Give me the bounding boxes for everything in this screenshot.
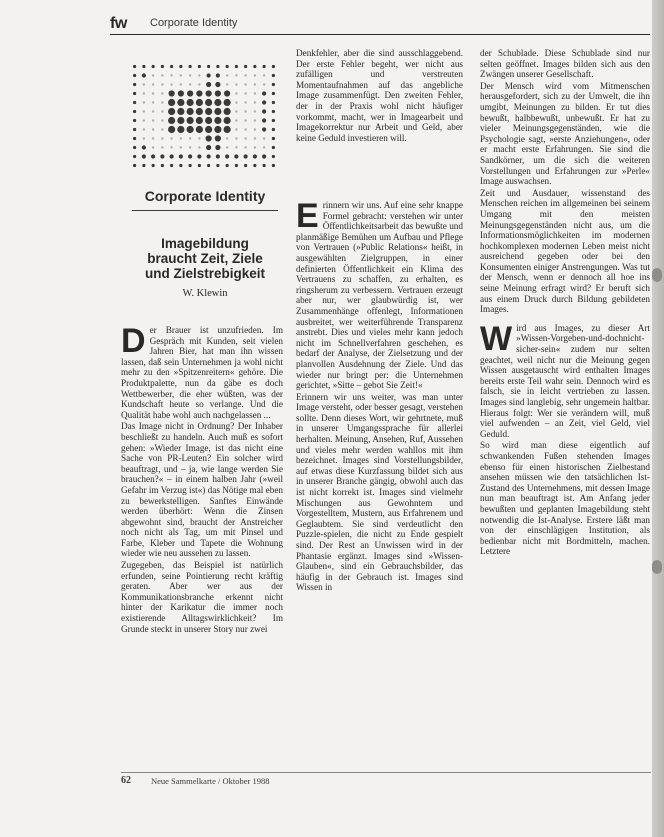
halftone-dot xyxy=(180,83,182,85)
halftone-dot xyxy=(142,154,146,158)
halftone-dot xyxy=(272,128,275,131)
halftone-dot xyxy=(244,164,247,167)
halftone-dot xyxy=(152,92,154,94)
halftone-dot xyxy=(262,109,266,113)
halftone-dot xyxy=(263,164,266,167)
halftone-dot xyxy=(235,83,237,85)
halftone-dot xyxy=(263,137,265,139)
halftone-dot xyxy=(254,146,256,148)
halftone-dot xyxy=(207,73,211,77)
page-number: 62 xyxy=(121,775,131,786)
halftone-dot xyxy=(152,65,155,68)
halftone-dot xyxy=(205,99,212,106)
page-edge xyxy=(652,0,664,837)
halftone-dot xyxy=(216,164,219,167)
halftone-dot xyxy=(272,155,275,158)
halftone-dot xyxy=(189,65,192,68)
halftone-dot xyxy=(272,119,275,122)
ci-dot-logo xyxy=(130,62,278,170)
halftone-dot xyxy=(187,126,194,133)
halftone-dot xyxy=(206,135,212,141)
halftone-dot xyxy=(215,145,220,150)
halftone-dot xyxy=(197,154,201,158)
halftone-dot xyxy=(244,110,246,112)
halftone-dot xyxy=(143,110,145,112)
halftone-dot xyxy=(177,117,184,124)
halftone-dot xyxy=(180,137,182,139)
halftone-dot xyxy=(244,154,248,158)
halftone-dot xyxy=(244,101,246,103)
halftone-dot xyxy=(169,90,175,96)
halftone-dot xyxy=(206,145,211,150)
halftone-dot xyxy=(196,126,203,133)
halftone-dot xyxy=(160,154,164,158)
halftone-dot xyxy=(224,126,231,133)
halftone-dot xyxy=(133,92,136,95)
halftone-dot xyxy=(170,146,172,148)
halftone-dot xyxy=(254,137,256,139)
halftone-dot xyxy=(198,146,200,148)
halftone-dot xyxy=(244,74,246,76)
halftone-dot xyxy=(254,74,256,76)
halftone-dot xyxy=(206,90,212,96)
halftone-dot xyxy=(187,90,193,96)
halftone-dot xyxy=(168,117,175,124)
halftone-dot xyxy=(196,117,203,124)
text-column-1 xyxy=(121,325,283,765)
halftone-dot xyxy=(161,74,163,76)
halftone-dot xyxy=(235,146,237,148)
halftone-dot xyxy=(272,137,275,140)
text-column-3 xyxy=(480,48,650,766)
halftone-dot xyxy=(189,137,191,139)
halftone-dot xyxy=(206,82,211,87)
halftone-dot xyxy=(187,99,194,106)
halftone-dot xyxy=(196,99,203,106)
headline-line-3: und Zielstrebigkeit xyxy=(144,266,266,281)
halftone-dot xyxy=(133,101,136,104)
halftone-dot xyxy=(142,145,146,149)
halftone-dot xyxy=(133,164,136,167)
halftone-dot xyxy=(152,128,154,130)
halftone-dot xyxy=(214,99,221,106)
halftone-dot xyxy=(244,65,247,68)
halftone-dot xyxy=(262,127,266,131)
halftone-dot xyxy=(215,135,221,141)
article-kicker: Corporate Identity xyxy=(132,188,278,211)
halftone-dot xyxy=(133,83,136,86)
halftone-dot xyxy=(263,83,265,85)
halftone-dot xyxy=(133,155,136,158)
halftone-dot xyxy=(143,137,145,139)
halftone-dot xyxy=(214,126,221,133)
halftone-dot xyxy=(235,74,237,76)
halftone-dot xyxy=(161,65,164,68)
halftone-dot xyxy=(205,108,212,115)
halftone-dot xyxy=(161,128,163,130)
article-author: W. Klewin xyxy=(182,288,228,299)
halftone-dot xyxy=(207,65,210,68)
halftone-dot xyxy=(235,137,237,139)
halftone-dot xyxy=(235,65,238,68)
halftone-dot xyxy=(207,154,211,158)
halftone-dot xyxy=(180,146,182,148)
halftone-dot xyxy=(143,128,145,130)
halftone-dot xyxy=(254,119,256,121)
paragraph: So wird man diese eigentlich auf schwankenden Fußen stehenden Images ebenso für einen historischen Zielbestand ansehen müssen wie den tatsächlichen Ist-Zustand des Unternehmens, mit dessen Image nun man beauftragt ist. Am Anfang jeder bewußten und geplanten Imagebildung steht notwendig die Ist-Analyse. Erstere läßt man von der einschlägigen Institution, als bedienbar nicht mit Bordmitteln, machen. Letztere xyxy=(480,440,650,557)
halftone-dot xyxy=(216,73,220,77)
halftone-dot xyxy=(143,119,145,121)
paragraph: der Schublade. Diese Schublade sind nur selten geöffnet. Images bilden sich aus den Zwängen unserer Gesellschaft. xyxy=(480,48,650,80)
halftone-dot xyxy=(224,90,230,96)
ci-dot-graphic xyxy=(130,62,278,170)
halftone-dot xyxy=(235,110,237,112)
halftone-dot xyxy=(161,83,163,85)
halftone-dot xyxy=(142,65,145,68)
halftone-dot xyxy=(226,65,229,68)
halftone-dot xyxy=(215,90,221,96)
article-headline xyxy=(132,236,278,281)
halftone-dot xyxy=(168,108,175,115)
halftone-dot xyxy=(177,126,184,133)
halftone-dot xyxy=(215,82,220,87)
halftone-dot xyxy=(272,146,275,149)
paragraph: Zeit und Ausdauer, wissenstand des Menschen reichen im allgemeinen bei seinem Umgang mit den meisten Meinungsgegenständen nicht aus, um die Informationsmöglichkeiten im modernen hochkomplexen modernen Leben meist nicht ausreichend gegeben oder bei den Konsumenten einiger Anstrengungen. Was tut der Mensch, wenn er dennoch all hoe ins seine Meinung erfragt wird? Er beruft sich aus einem Druck durch Bildung gebildeten Images. xyxy=(480,187,650,315)
halftone-dot xyxy=(205,117,212,124)
halftone-dot xyxy=(151,154,155,158)
paragraph: Erinnern wir uns weiter, was man unter Image versteht, oder besser gesagt, verstehen sollte. Denn dieses Wort, wir gehrtnete, muß in unserer Umgangssprache für allerlei herhalten. Meinung, Ansehen, Ruf, Aussehen und vieles mehr werden wahllos mit ihm bezeichnet. Images sind Vorstellungsbilder, auf etwas diese Kurzfassung bildet sich aus in unserer Branche gängig, obwohl auch das ist nicht korrekt ist. Images sind vielmehr Mischungen aus Gewohntem und Vorgestelltem, Mustern, aus Erfahrenem und Geglaubtem. Sie sind verdeutlicht den Puzzle-spielen, die nicht zu Ende gespielt sind. Der Rest an Unwissen wird in der Phantasie ergänzt. Images sind »Wissen-Glauben«, sind ein Gebrauchsbilder, das häufig in der Gebrauch ist. Images sind Wissen in xyxy=(296,391,463,593)
halftone-dot xyxy=(226,146,228,148)
halftone-dot xyxy=(133,119,136,122)
halftone-dot xyxy=(143,101,145,103)
paragraph: er Brauer ist unzufrieden. Im Gespräch mit Kunden, seit vielen Jahren Bier, hat man ihn wissen lassen, daß sein Unternehmen ja wohl nicht mehr zu den »Spitzenreitern« gehöre. Die Produktpalette, nun da gäbe es doch Wettbewerber, die eher wüßten, was der Kundschaft heute so verlange. Und die Qualität habe wohl auch nachgelassen ... xyxy=(121,325,283,420)
halftone-dot xyxy=(226,83,228,85)
halftone-dot xyxy=(235,164,238,167)
halftone-dot xyxy=(152,83,154,85)
halftone-dot xyxy=(262,118,266,122)
halftone-dot xyxy=(189,74,191,76)
halftone-dot xyxy=(263,74,265,76)
halftone-dot xyxy=(152,74,154,76)
halftone-dot xyxy=(170,137,172,139)
halftone-dot xyxy=(152,101,154,103)
halftone-dot xyxy=(170,154,174,158)
halftone-dot xyxy=(262,100,266,104)
halftone-dot xyxy=(225,154,229,158)
halftone-dot xyxy=(187,108,194,115)
paragraph: Zugegeben, das Beispiel ist natürlich erfunden, seine Pointierung recht kräftig geraten. Aber wer aus der Kommunikationsbranche erkennt nicht hinter der Karikatur die immer noch existierende Alltagswirklichkeit? Im Grunde steckt in unserer Story nur zwei xyxy=(121,560,283,634)
halftone-dot xyxy=(170,164,173,167)
halftone-dot xyxy=(198,164,201,167)
halftone-dot xyxy=(272,65,275,68)
halftone-dot xyxy=(272,92,275,95)
halftone-dot xyxy=(244,92,246,94)
halftone-dot xyxy=(198,74,200,76)
halftone-dot xyxy=(216,154,220,158)
halftone-dot xyxy=(196,90,202,96)
section-title: Corporate Identity xyxy=(150,17,238,29)
halftone-dot xyxy=(133,65,136,68)
halftone-dot xyxy=(170,83,172,85)
halftone-dot xyxy=(152,119,154,121)
halftone-dot xyxy=(168,126,175,133)
headline-line-1: Imagebildung xyxy=(161,236,249,251)
halftone-dot xyxy=(207,164,210,167)
halftone-dot xyxy=(244,119,246,121)
text-column-2 xyxy=(296,200,463,766)
halftone-dot xyxy=(142,164,145,167)
halftone-dot xyxy=(161,101,163,103)
halftone-dot xyxy=(133,128,136,131)
text-column-2-top xyxy=(296,48,463,156)
halftone-dot xyxy=(272,74,275,77)
halftone-dot xyxy=(262,91,266,95)
footer-source: Neue Sammelkarte / Oktober 1988 xyxy=(151,776,270,786)
halftone-dot xyxy=(143,92,145,94)
paragraph: ird aus Images, zu dieser Art »Wissen-Vorgeben-und-dochnicht-sicher-sein« zudem nur selten geachtet, weil nicht nur die Meinung gegen Wissen ausgetauscht wird enthalten Images bereits erste Teil wahr sein. Dennoch wird es falsch, sie in leicht vertrieben zu lassen. Images sind langlebig, sehr ungemein haltbar. Hieraus folgt: Wer sie verändern will, muß viel aufwenden – an Zeit, viel Geld, viel Geduld. xyxy=(480,322,650,439)
halftone-dot xyxy=(133,74,136,77)
halftone-dot xyxy=(133,137,136,140)
halftone-dot xyxy=(179,164,182,167)
halftone-dot xyxy=(179,154,183,158)
halftone-dot xyxy=(226,137,228,139)
halftone-dot xyxy=(168,99,175,106)
halftone-dot xyxy=(235,101,237,103)
paragraph: rinnern wir uns. Auf eine sehr knappe Formel gebracht: verstehen wir unter Öffentlichkeitsarbeit das bewußte und planmäßige Bemühen um Aufbau und Pflege von Vertrauen (»Public Relations« heißt, in ausgewählten Zielgruppen, in einer definierten Öffentlichkeit ein Klima des Vertrauens zu schaffen, zu erhalten, es ringsherum zu verbessern. Vertrauen erzeugt aber nur, wer glaubwürdig ist, wer Zusammenhänge offenlegt, Informationen ausbreitet, wer weiterführende Transparenz anstrebt. Dies und vieles mehr kann jedoch nicht im Schnellverfahren geschehen, es bedarf der Analyse, der Zielsetzung und der planvollen Ausdehnung der Ziele. Und das wieder nur bringt per: die Unternehmen gerichtet, »Sitte – gebot Sie Zeit!« xyxy=(296,200,463,391)
halftone-dot xyxy=(253,65,256,68)
halftone-dot xyxy=(133,110,136,113)
binder-hole xyxy=(652,268,662,282)
halftone-dot xyxy=(196,108,203,115)
magazine-logo: fw xyxy=(110,15,127,32)
paragraph: Der Mensch wird vom Mitmenschen herausgefordert, sich zu der Umwelt, die ihn umgibt, Meinungen zu bilden. Er tut dies bewußt, halbbewußt, unbewußt. Er hat zu vieler Meinungsgegenständen, wie die Psychologie sagt, »erste Anziehungen«, oder er macht erste Erfahrungen. Sie sind die Sandkörner, um die sich die weiteren Vorstellungen und Erfahrungen zur »Perle« Image auswachsen. xyxy=(480,80,650,187)
halftone-dot xyxy=(152,146,154,148)
headline-line-2: braucht Zeit, Ziele xyxy=(147,251,263,266)
halftone-dot xyxy=(178,90,184,96)
halftone-dot xyxy=(272,164,275,167)
halftone-dot xyxy=(189,164,192,167)
halftone-dot xyxy=(214,108,221,115)
halftone-dot xyxy=(244,128,246,130)
halftone-dot xyxy=(177,99,184,106)
halftone-dot xyxy=(142,73,146,77)
page-footer xyxy=(121,772,651,787)
halftone-dot xyxy=(254,128,256,130)
halftone-dot xyxy=(235,128,237,130)
halftone-dot xyxy=(161,164,164,167)
halftone-dot xyxy=(198,137,200,139)
halftone-dot xyxy=(179,65,182,68)
halftone-dot xyxy=(205,126,212,133)
halftone-dot xyxy=(198,83,200,85)
drop-cap: D xyxy=(121,325,146,360)
halftone-dot xyxy=(224,108,231,115)
halftone-dot xyxy=(254,83,256,85)
halftone-dot xyxy=(235,92,237,94)
halftone-dot xyxy=(161,110,163,112)
halftone-dot xyxy=(263,146,265,148)
halftone-dot xyxy=(254,92,256,94)
halftone-dot xyxy=(253,164,256,167)
halftone-dot xyxy=(180,74,182,76)
halftone-dot xyxy=(253,154,257,158)
halftone-dot xyxy=(244,83,246,85)
halftone-dot xyxy=(161,137,163,139)
halftone-dot xyxy=(188,154,192,158)
halftone-dot xyxy=(272,101,275,104)
halftone-dot xyxy=(152,137,154,139)
drop-cap: W xyxy=(480,319,513,358)
halftone-dot xyxy=(152,110,154,112)
halftone-dot xyxy=(235,119,237,121)
halftone-dot xyxy=(170,65,173,68)
halftone-dot xyxy=(272,110,275,113)
halftone-dot xyxy=(254,110,256,112)
halftone-dot xyxy=(262,154,266,158)
halftone-dot xyxy=(161,146,163,148)
halftone-dot xyxy=(226,164,229,167)
halftone-dot xyxy=(133,146,136,149)
halftone-dot xyxy=(224,99,231,106)
halftone-dot xyxy=(216,65,219,68)
halftone-dot xyxy=(244,146,246,148)
halftone-dot xyxy=(170,74,172,76)
halftone-dot xyxy=(234,154,238,158)
binder-hole xyxy=(652,560,662,574)
halftone-dot xyxy=(272,83,275,86)
halftone-dot xyxy=(244,137,246,139)
paragraph: Denkfehler, aber die sind ausschlaggebend. Der erste Fehler begeht, wer nicht aus zufälligen und verstreuten Momentaufnahmen auf das angebliche Image zusammenfügt. Den zweiten Fehler, der in der Praxis wohl nicht häufiger vorkommt, macht, wer in Imagearbeit und Imagekorrektur nur Arbeit und Geld, aber keine Geduld investieren will. xyxy=(296,48,463,143)
halftone-dot xyxy=(214,117,221,124)
drop-cap: E xyxy=(296,200,319,235)
halftone-dot xyxy=(161,119,163,121)
halftone-dot xyxy=(152,164,155,167)
halftone-dot xyxy=(226,74,228,76)
running-header xyxy=(110,14,650,35)
halftone-dot xyxy=(187,117,194,124)
halftone-dot xyxy=(143,83,145,85)
halftone-dot xyxy=(263,65,266,68)
halftone-dot xyxy=(198,65,201,68)
halftone-dot xyxy=(224,117,231,124)
halftone-dot xyxy=(177,108,184,115)
paragraph: Das Image nicht in Ordnung? Der Inhaber beschließt zu handeln. Auch muß es sofort gehen: »Wieder Image, ist das nicht eine Sache von PR-Leuten? Ein solcher wird beauftragt, und – ja, wie lange werden Sie brauchen?« – in einem halben Jahr (»weil Gefahr im Verzug ist«) das Nötige mal eben zu bewerkstelligen. Sanftes Einwände werden überhört: Wenn die Zinsen abgewohnt sind, braucht der Anstreicher noch nicht als Tag, um mit Pinsel und Farbe, Kleber und Tapete die Wohnung wieder wie neu aussehen zu lassen. xyxy=(121,421,283,559)
halftone-dot xyxy=(189,146,191,148)
halftone-dot xyxy=(189,83,191,85)
halftone-dot xyxy=(161,92,163,94)
halftone-dot xyxy=(254,101,256,103)
